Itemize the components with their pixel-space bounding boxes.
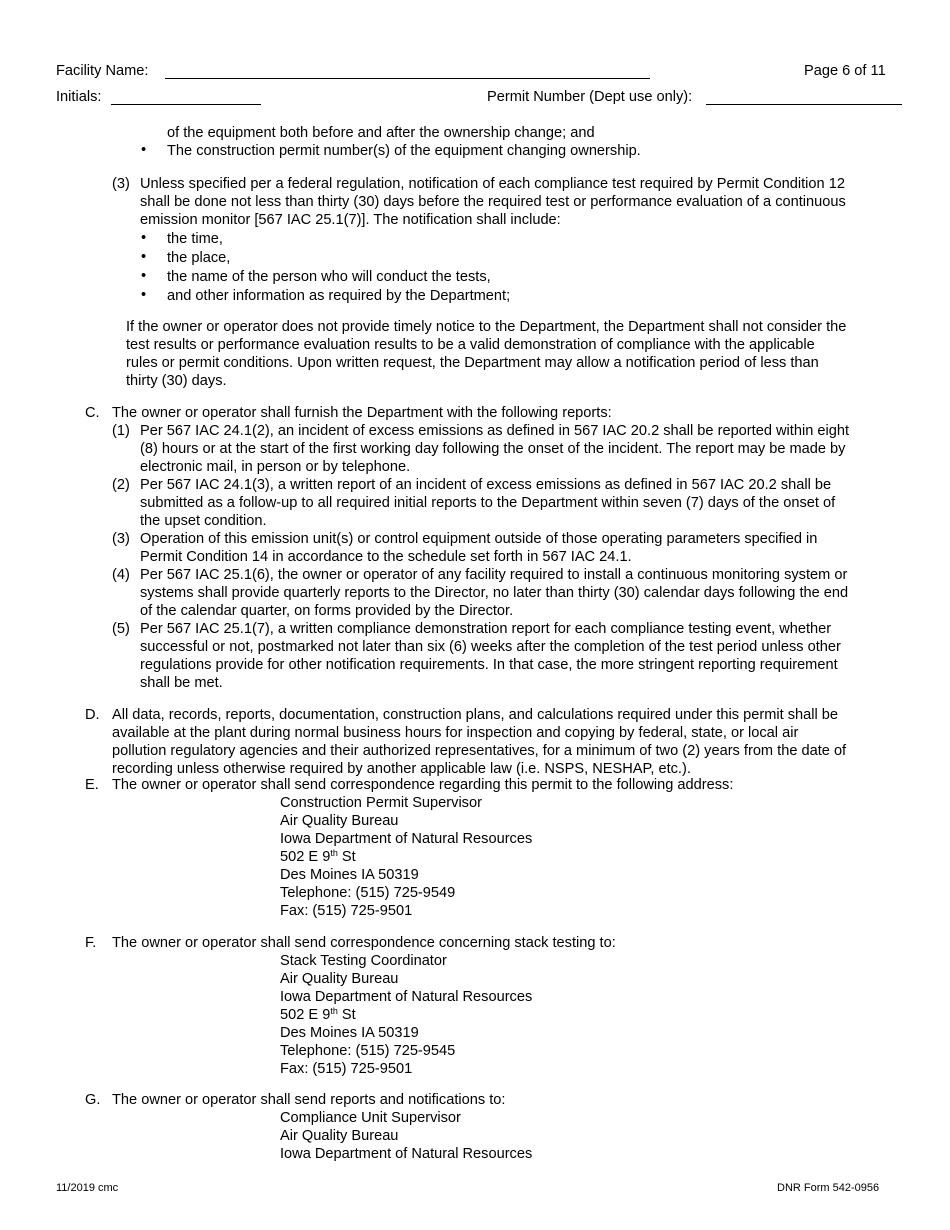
sectionD-line: recording unless otherwise required by another applicable law (i.e. NSPS, NESHAP, etc.).	[112, 761, 691, 777]
sectionC-item-line: of the calendar quarter, on forms provided by the Director.	[140, 603, 514, 619]
item3-para-line: rules or permit conditions. Upon written request, the Department may allow a notification period of less than	[126, 355, 819, 371]
item3-bullet: the place,	[167, 250, 231, 266]
sectionD-line: pollution regulatory agencies and their authorized representatives, for a minimum of two (2) years from the date of	[112, 743, 847, 759]
sectionC-item-line: Per 567 IAC 25.1(6), the owner or operator of any facility required to install a continuous monitoring system or	[140, 567, 848, 583]
sectionC-item-line: successful or not, postmarked not later than six (6) weeks after the completion of the test period unless other	[140, 639, 841, 655]
address-name: Stack Testing Coordinator	[280, 953, 447, 969]
address-dept: Iowa Department of Natural Resources	[280, 831, 533, 847]
section-letter: F.	[85, 935, 97, 951]
footer-form-number: DNR Form 542-0956	[777, 1182, 880, 1194]
item-number: (3)	[112, 531, 130, 547]
sectionC-item-line: shall be met.	[140, 675, 223, 691]
bullet-glyph: •	[141, 142, 147, 158]
address-bureau: Air Quality Bureau	[280, 1128, 399, 1144]
item3-bullet: the name of the person who will conduct the tests,	[167, 269, 491, 285]
item-number: (1)	[112, 423, 130, 439]
sectionD-line: All data, records, reports, documentation, construction plans, and calculations required under this permit shall be	[112, 707, 839, 723]
item3-bullet: and other information as required by the Department;	[167, 288, 511, 304]
address-bureau: Air Quality Bureau	[280, 813, 399, 829]
item3-line: shall be done not less than thirty (30) days before the required test or performance evaluation of a continuous	[140, 194, 846, 210]
sectionC-item-line: Per 567 IAC 25.1(7), a written compliance demonstration report for each compliance testing event, whether	[140, 621, 832, 637]
sectionC-item-line: systems shall provide quarterly reports to the Director, no later than thirty (30) calendar days following the end	[140, 585, 849, 601]
sectionC-item-line: the upset condition.	[140, 513, 267, 529]
bullet-glyph: •	[141, 268, 147, 284]
facility-name-field[interactable]	[165, 78, 650, 79]
address-dept: Iowa Department of Natural Resources	[280, 1146, 533, 1162]
item3-para-line: thirty (30) days.	[126, 373, 227, 389]
sectionC-item-line: Per 567 IAC 24.1(3), a written report of an incident of excess emissions as defined in 567 IAC 20.2 shall be	[140, 477, 832, 493]
initials-field[interactable]	[111, 104, 261, 105]
bullet-glyph: •	[141, 249, 147, 265]
address-dept: Iowa Department of Natural Resources	[280, 989, 533, 1005]
bullet-glyph: •	[141, 287, 147, 303]
address-street: 502 E 9th St	[280, 1006, 356, 1023]
item-number: (4)	[112, 567, 130, 583]
sectionF-intro: The owner or operator shall send correspondence concerning stack testing to:	[112, 935, 616, 951]
address-name: Compliance Unit Supervisor	[280, 1110, 461, 1126]
address-city: Des Moines IA 50319	[280, 867, 419, 883]
permit-number-label: Permit Number (Dept use only):	[487, 89, 693, 105]
sectionD-line: available at the plant during normal business hours for inspection and copying by federal, state, or local air	[112, 725, 799, 741]
address-fax: Fax: (515) 725-9501	[280, 903, 413, 919]
address-name: Construction Permit Supervisor	[280, 795, 482, 811]
sectionC-item-line: regulations provide for other notification requirements. In that case, the more stringent reporting requirement	[140, 657, 838, 673]
sectionC-item-line: Permit Condition 14 in accordance to the schedule set forth in 567 IAC 24.1.	[140, 549, 632, 565]
address-bureau: Air Quality Bureau	[280, 971, 399, 987]
sectionC-item-line: Per 567 IAC 24.1(2), an incident of excess emissions as defined in 567 IAC 20.2 shall be reported within eight	[140, 423, 850, 439]
section-letter: D.	[85, 707, 100, 723]
item3-para-line: test results or performance evaluation results to be a valid demonstration of compliance with the applicable	[126, 337, 815, 353]
item-number: (3)	[112, 176, 130, 192]
sectionC-item-line: (8) hours or at the start of the first working day following the onset of the incident. The report may be made by	[140, 441, 846, 457]
sectionC-item-line: submitted as a follow-up to all required initial reports to the Department within seven (7) days of the onset of	[140, 495, 836, 511]
address-phone: Telephone: (515) 725-9549	[280, 885, 456, 901]
initials-label: Initials:	[56, 89, 102, 105]
item3-line: Unless specified per a federal regulation, notification of each compliance test required by Permit Condition 12	[140, 176, 845, 192]
address-fax: Fax: (515) 725-9501	[280, 1061, 413, 1077]
address-city: Des Moines IA 50319	[280, 1025, 419, 1041]
address-street: 502 E 9th St	[280, 848, 356, 865]
permit-number-field[interactable]	[706, 104, 902, 105]
sectionE-intro: The owner or operator shall send correspondence regarding this permit to the following address:	[112, 777, 734, 793]
sectionC-intro: The owner or operator shall furnish the Department with the following reports:	[112, 405, 612, 421]
item-number: (5)	[112, 621, 130, 637]
item3-para-line: If the owner or operator does not provide timely notice to the Department, the Department shall not consider the	[126, 319, 847, 335]
page-number: Page 6 of 11	[804, 63, 886, 79]
item-number: (2)	[112, 477, 130, 493]
sectionC-item-line: Operation of this emission unit(s) or control equipment outside of those operating parameters specified in	[140, 531, 818, 547]
sectionC-item-line: electronic mail, in person or by telephone.	[140, 459, 411, 475]
continuation-bullet: The construction permit number(s) of the equipment changing ownership.	[167, 143, 641, 159]
item3-line: emission monitor [567 IAC 25.1(7)]. The notification shall include:	[140, 212, 561, 228]
address-phone: Telephone: (515) 725-9545	[280, 1043, 456, 1059]
footer-left: 11/2019 cmc	[56, 1182, 119, 1194]
continuation-text: of the equipment both before and after the ownership change; and	[167, 125, 595, 141]
bullet-glyph: •	[141, 230, 147, 246]
section-letter: G.	[85, 1092, 101, 1108]
facility-name-label: Facility Name:	[56, 63, 149, 79]
sectionG-intro: The owner or operator shall send reports and notifications to:	[112, 1092, 506, 1108]
item3-bullet: the time,	[167, 231, 223, 247]
section-letter: E.	[85, 777, 99, 793]
section-letter: C.	[85, 405, 100, 421]
